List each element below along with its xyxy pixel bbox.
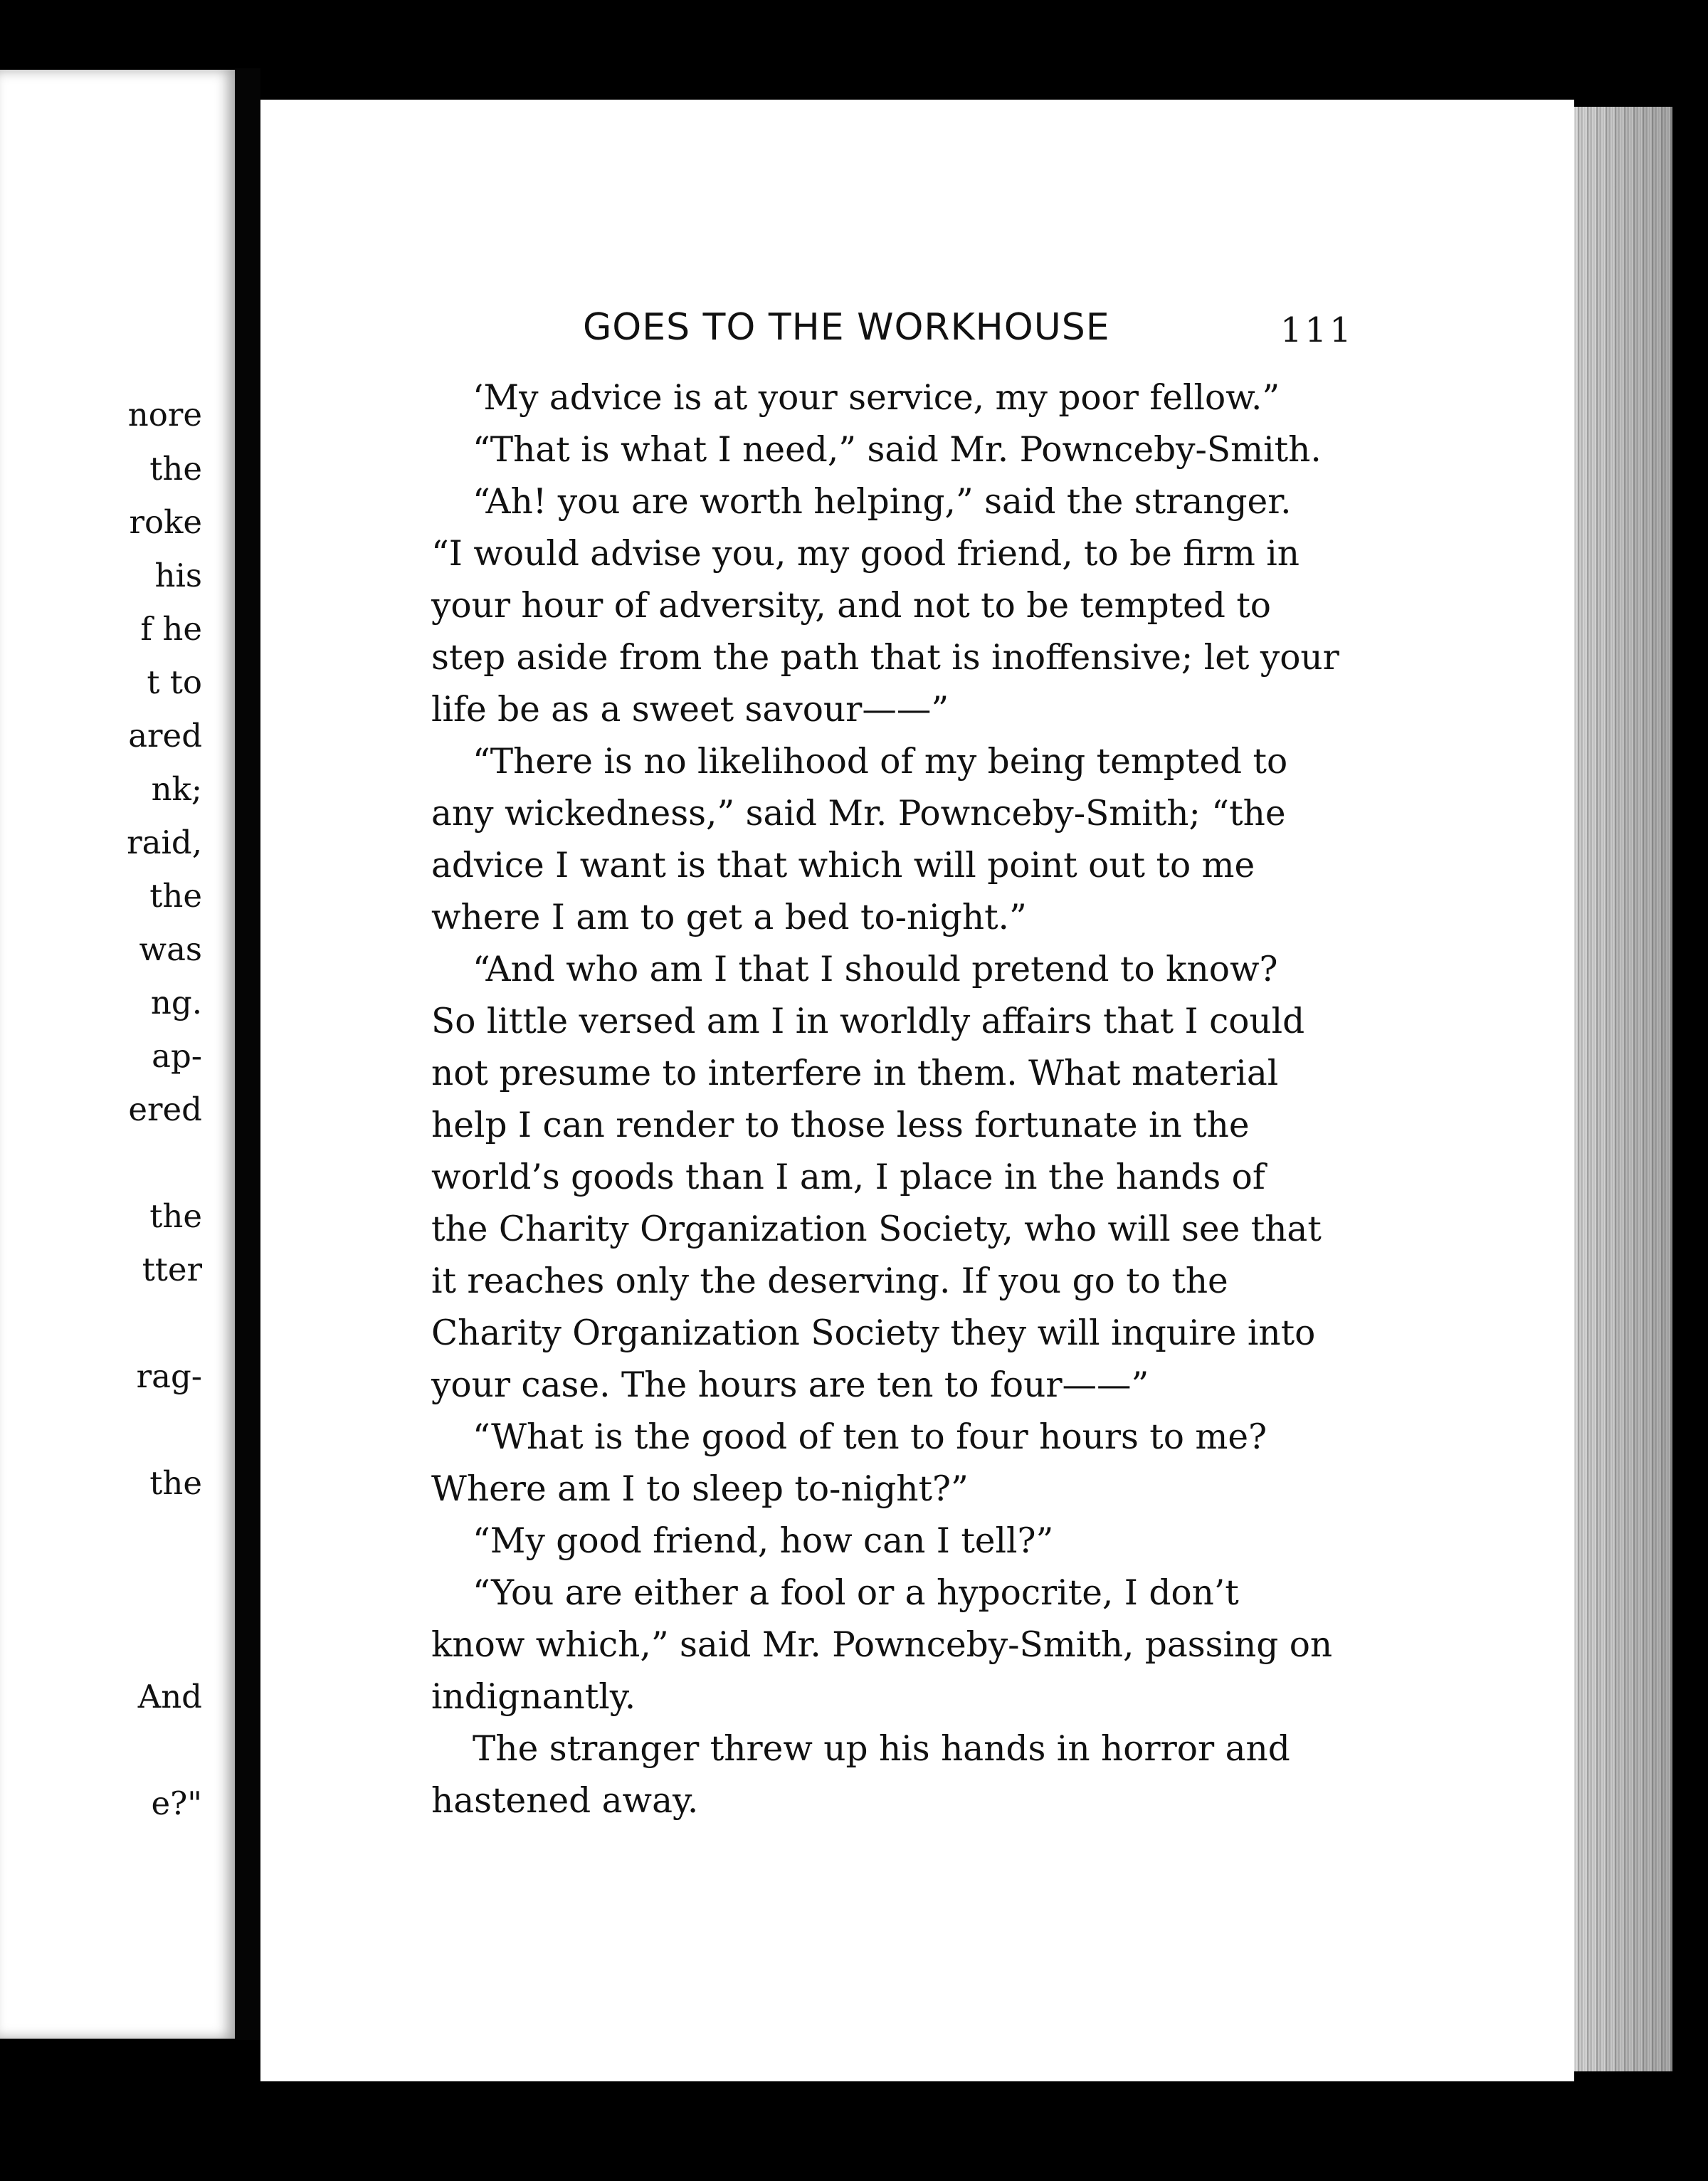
text-line: “You are either a fool or a hypocrite, I don’t: [473, 1573, 1239, 1613]
left-page-line: roke: [129, 503, 202, 541]
left-page-line: rag-: [136, 1357, 202, 1395]
text-line: advice I want is that which will point out to me: [431, 846, 1255, 885]
text-line: step aside from the path that is inoffensive; let your: [431, 638, 1339, 678]
left-page-line: e?": [151, 1785, 202, 1822]
left-page-line: ng.: [150, 984, 202, 1021]
text-line: Where am I to sleep to-night?”: [431, 1469, 969, 1509]
left-page-line: the: [149, 877, 202, 915]
text-line: hastened away.: [431, 1781, 699, 1821]
left-page-line: tter: [142, 1251, 202, 1288]
left-page-line: And: [137, 1678, 202, 1715]
text-line: the Charity Organization Society, who will see that: [431, 1209, 1322, 1249]
left-page-line: t to: [147, 663, 202, 701]
text-line: “There is no likelihood of my being tempted to: [473, 742, 1288, 782]
text-line: “And who am I that I should pretend to know?: [473, 950, 1278, 989]
page-number: 111: [1280, 310, 1354, 350]
text-line: “My good friend, how can I tell?”: [473, 1521, 1054, 1561]
fore-edge-shadow: [1574, 107, 1672, 2071]
text-line: “What is the good of ten to four hours to me?: [473, 1417, 1267, 1457]
left-page-line: nk;: [151, 770, 202, 808]
text-line: The stranger threw up his hands in horror and: [473, 1729, 1290, 1769]
left-page-line: ap-: [152, 1037, 202, 1075]
book-page: [260, 100, 1574, 2081]
running-head: GOES TO THE WORKHOUSE: [583, 306, 1110, 349]
left-page-line: nore: [127, 396, 202, 433]
text-line: not presume to interfere in them. What material: [431, 1053, 1279, 1093]
page-header: [583, 306, 1574, 363]
text-line: Charity Organization Society they will inquire into: [431, 1313, 1316, 1353]
text-line: “Ah! you are worth helping,” said the stranger.: [473, 482, 1292, 522]
left-page-line: ared: [128, 717, 202, 755]
book-gutter: [235, 68, 260, 2040]
left-page-line: the: [149, 450, 202, 488]
left-page-line: his: [154, 557, 202, 594]
left-page-line: the: [149, 1464, 202, 1502]
text-line: it reaches only the deserving. If you go to the: [431, 1261, 1228, 1301]
previous-page: [0, 70, 235, 2039]
text-line: “That is what I need,” said Mr. Pownceby-Smith.: [473, 430, 1322, 470]
left-page-line: was: [139, 930, 202, 968]
text-line: life be as a sweet savour——”: [431, 690, 949, 730]
left-page-line: raid,: [127, 824, 202, 861]
text-line: indignantly.: [431, 1677, 636, 1717]
text-line: where I am to get a bed to-night.”: [431, 898, 1027, 937]
text-line: So little versed am I in worldly affairs that I could: [431, 1002, 1305, 1041]
text-line: any wickedness,” said Mr. Pownceby-Smith; “the: [431, 794, 1286, 834]
text-line: ‘My advice is at your service, my poor fellow.”: [473, 378, 1280, 418]
left-page-line: ered: [128, 1090, 202, 1128]
text-line: world’s goods than I am, I place in the hands of: [431, 1157, 1265, 1197]
left-page-line: f he: [140, 610, 202, 648]
text-line: your case. The hours are ten to four——”: [431, 1365, 1149, 1405]
text-line: know which,” said Mr. Pownceby-Smith, passing on: [431, 1625, 1333, 1665]
left-page-line: the: [149, 1197, 202, 1235]
text-line: help I can render to those less fortunate in the: [431, 1105, 1250, 1145]
text-line: “I would advise you, my good friend, to be firm in: [431, 534, 1300, 574]
text-line: your hour of adversity, and not to be tempted to: [431, 586, 1272, 626]
